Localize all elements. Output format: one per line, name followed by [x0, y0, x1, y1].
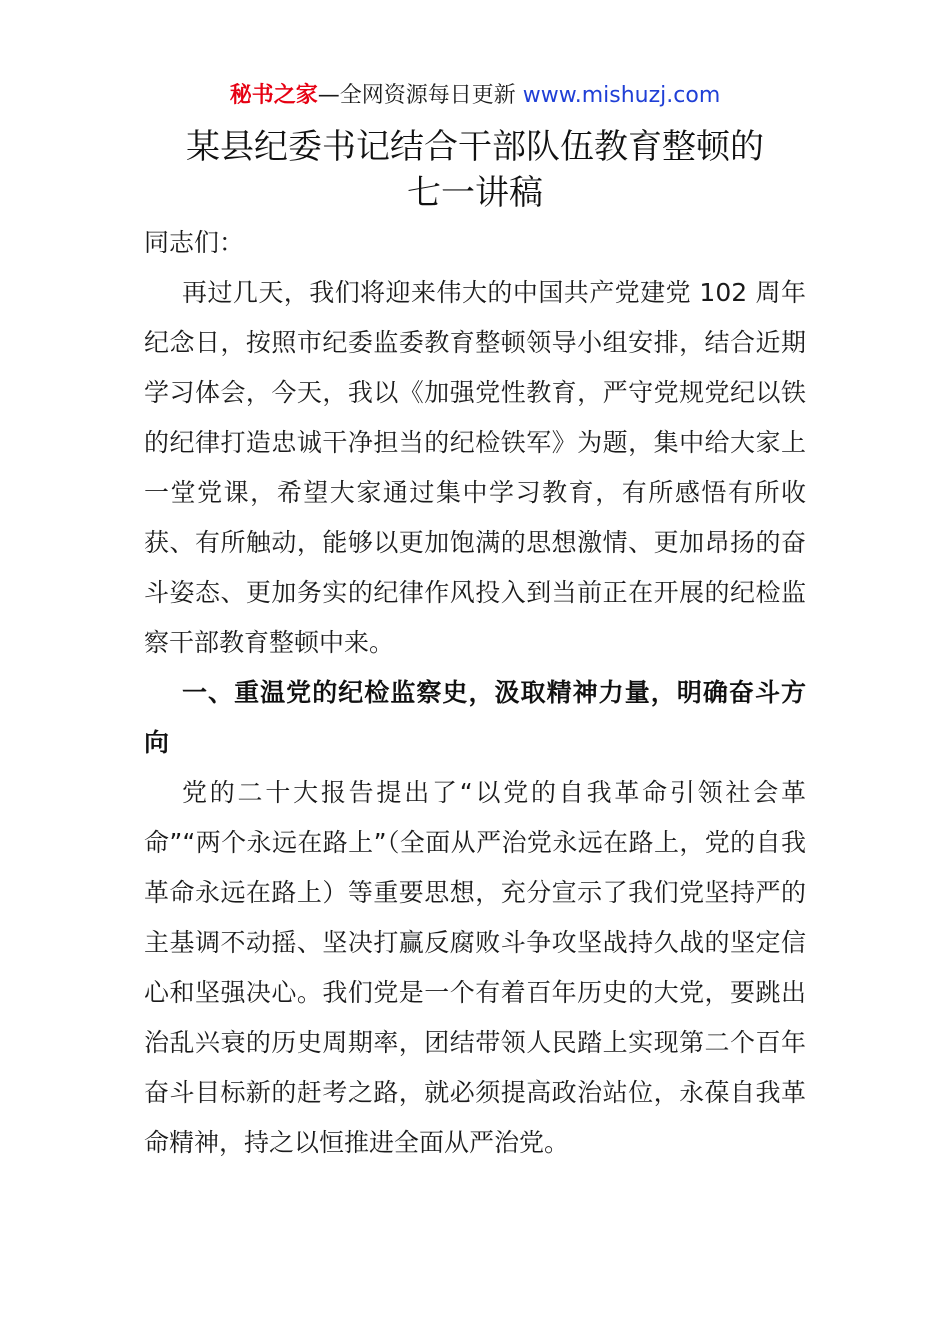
- salutation: 同志们：: [144, 228, 245, 257]
- section-heading-1: 一、重温党的纪检监察史，汲取精神力量，明确奋斗方向: [144, 678, 806, 757]
- title-line-2: 七一讲稿: [407, 173, 543, 213]
- site-header: [0, 80, 950, 112]
- title-line-1: 某县纪委书记结合干部队伍教育整顿的: [186, 127, 764, 167]
- header-tagline: —全网资源每日更新: [317, 83, 516, 108]
- body-paragraph-1: 再过几天，我们将迎来伟大的中国共产党建党 102 周年纪念日，按照市纪委监委教育整顿领导小组安排，结合近期学习体会，今天，我以《加强党性教育，严守党规党纪以铁的纪律打造忠诚干净担当的纪检铁军》为题，集中给大家上一堂党课，希望大家通过集中学习教育，有所感悟有所收获、有所触动，能够以更加饱满的思想激情、更加昂扬的奋斗姿态、更加务实的纪律作风投入到当前正在开展的纪检监察干部教育整顿中来。: [144, 278, 806, 657]
- document-body: [144, 218, 806, 1168]
- brand-name: 秘书之家: [229, 83, 318, 108]
- document-title: [0, 124, 950, 216]
- body-paragraph-2: 党的二十大报告提出了“以党的自我革命引领社会革命”“两个永远在路上”（全面从严治党永远在路上，党的自我革命永远在路上）等重要思想，充分宣示了我们党坚持严的主基调不动摇、坚决打赢反腐败斗争攻坚战持久战的坚定信心和坚强决心。我们党是一个有着百年历史的大党，要跳出治乱兴衰的历史周期率，团结带领人民踏上实现第二个百年奋斗目标新的赶考之路，就必须提高政治站位，永葆自我革命精神，持之以恒推进全面从严治党。: [144, 778, 806, 1157]
- site-url-link[interactable]: www.mishuzj.com: [522, 83, 721, 108]
